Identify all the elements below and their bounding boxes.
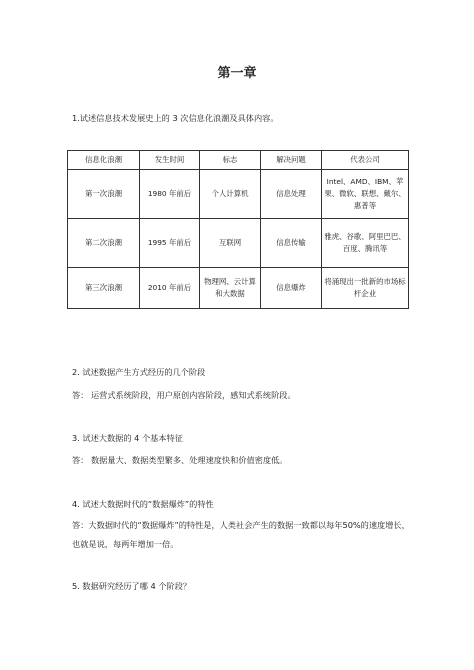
answer-4: 答：大数据时代的“数据爆炸”的特性是，人类社会产生的数据一致都以每年50%的速度增长，也就是说，每两年增加一倍。 [72,520,410,549]
table-cell: 雅虎、谷歌、阿里巴巴、百度、腾讯等 [322,219,409,268]
answer-2: 答： 运营式系统阶段，用户原创内容阶段，感知式系统阶段。 [72,390,296,400]
table-cell: 将涌现出一批新的市场标杆企业 [322,268,409,309]
header-cell: 解决问题 [261,151,322,170]
table-cell: 2010 年前后 [140,268,200,309]
table-row [68,268,409,309]
header-cell: 代表公司 [322,151,409,170]
table-cell: 1980 年前后 [140,170,200,219]
question-5: 5. 数据研究经历了哪 4 个阶段？ [72,581,192,591]
table-cell: 物理网、云计算和大数据 [200,268,261,309]
header-cell: 信息化浪潮 [68,151,140,170]
header-cell: 标志 [200,151,261,170]
table-cell: 信息爆炸 [261,268,322,309]
table-cell: 第二次浪潮 [68,219,140,268]
header-cell: 发生时间 [140,151,200,170]
question-1: 1.试述信息技术发展史上的 3 次信息化浪潮及具体内容。 [72,113,279,123]
table-cell: 个人计算机 [200,170,261,219]
table-cell: 第三次浪潮 [68,268,140,309]
table-cell: Intel、AMD、IBM、苹果、微软、联想、戴尔、惠普等 [322,170,409,219]
info-wave-table [67,150,409,309]
answer-3: 答： 数据量大、数据类型繁多、处理速度快和价值密度低。 [72,455,288,465]
table-row [68,219,409,268]
table-cell: 信息传输 [261,219,322,268]
question-2: 2. 试述数据产生方式经历的几个阶段 [72,367,206,377]
page-title: 第一章 [217,66,257,81]
table-header-row [68,151,409,170]
table-cell: 1995 年前后 [140,219,200,268]
question-4: 4. 试述大数据时代的“数据爆炸”的特性 [72,499,214,509]
question-3: 3. 试述大数据的 4 个基本特征 [72,433,183,443]
table-row [68,170,409,219]
table-cell: 互联网 [200,219,261,268]
table-cell: 信息处理 [261,170,322,219]
table-cell: 第一次浪潮 [68,170,140,219]
